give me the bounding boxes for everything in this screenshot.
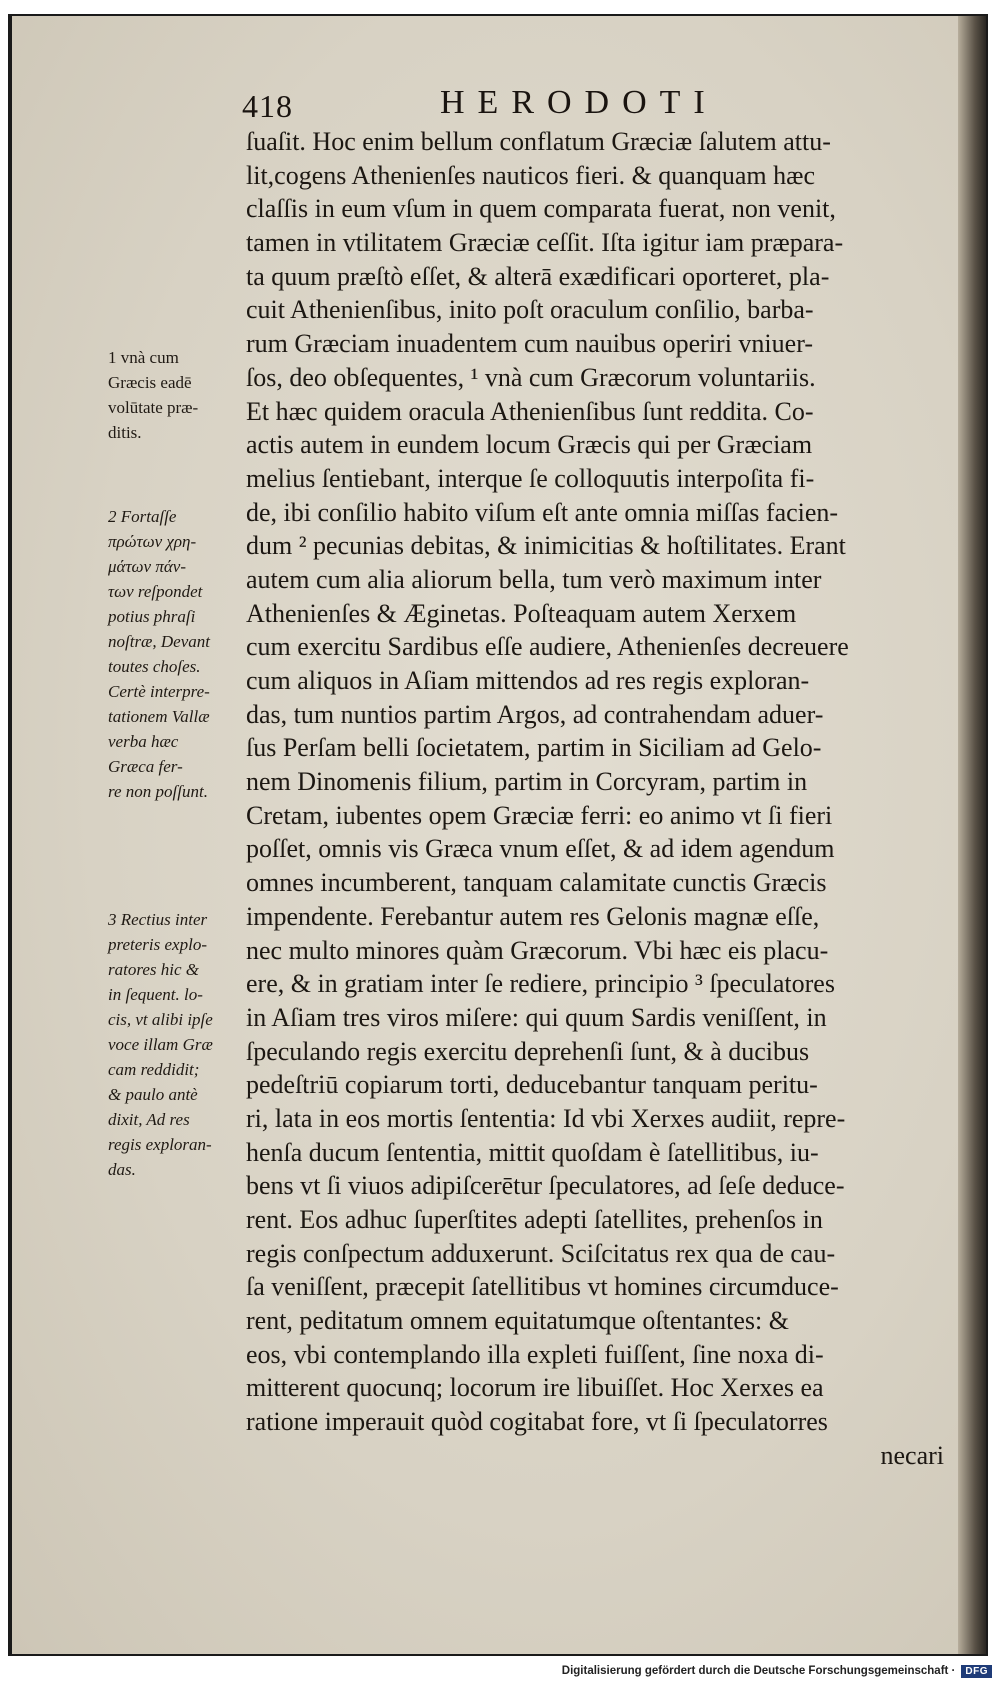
margin-note-line: noſtræ, Devant: [108, 632, 210, 651]
margin-note-3: [108, 907, 248, 1182]
text-line: bens vt ſi viuos adipiſcerētur ſpeculatores, ad ſeſe deduce-: [246, 1171, 845, 1201]
text-line: poſſet, omnis vis Græca vnum eſſet, & ad idem agendum: [246, 834, 835, 864]
margin-note-line: preteris explo-: [108, 935, 207, 954]
footer-credit-text: Digitalisierung gefördert durch die Deutsche Forschungsgemeinschaft ·: [561, 1665, 956, 1677]
margin-note-line: verba hæc: [108, 732, 179, 751]
text-line: dum ² pecunias debitas, & inimicitias & hoſtilitates. Erant: [246, 531, 846, 561]
margin-note-line: cis, vt alibi ipſe: [108, 1010, 213, 1029]
text-line: Et hæc quidem oracula Athenienſibus ſunt reddita. Co-: [246, 396, 814, 426]
margin-note-line: re non poſſunt.: [108, 782, 208, 801]
margin-note-1: [108, 345, 248, 445]
margin-note-line: volūtate præ-: [108, 398, 199, 417]
text-line: ratione imperauit quòd cogitabat fore, vt ſi ſpeculatorres: [246, 1407, 828, 1437]
text-line: Cretam, iubentes opem Græciæ ferri: eo animo vt ſi fieri: [246, 800, 833, 830]
margin-note-line: Græcis eadē: [108, 373, 192, 392]
text-line: nec multo minores quàm Græcorum. Vbi hæc eis placu-: [246, 935, 829, 965]
catchword: necari: [880, 1440, 944, 1470]
text-line: cum exercitu Sardibus eſſe audiere, Athenienſes decreuere: [246, 632, 849, 662]
text-line: eos, vbi contemplando illa expleti fuiſſent, ſine noxa di-: [246, 1339, 824, 1369]
running-head: HERODOTI: [440, 84, 718, 121]
text-line: henſa ducum ſententia, mittit quoſdam è ſatellitibus, iu-: [246, 1137, 819, 1167]
text-line: ſpeculando regis exercitu deprehenſi ſunt, & à ducibus: [246, 1036, 810, 1066]
main-text-block: [246, 125, 946, 1473]
text-line: autem cum alia aliorum bella, tum verò maximum inter: [246, 564, 822, 594]
margin-note-line: & paulo antè: [108, 1085, 198, 1104]
margin-note-line: tationem Vallæ: [108, 707, 210, 726]
text-line: cum aliquos in Aſiam mittendos ad res regis exploran-: [246, 666, 810, 695]
footer-credit-bar: [562, 1660, 992, 1682]
page-spine-shadow: [958, 16, 986, 1654]
margin-note-line: μάτων πάν-: [108, 557, 186, 576]
text-line: rent. Eos adhuc ſuperſtites adepti ſatellites, prehenſos in: [246, 1205, 823, 1234]
text-line: mitterent quocunq; locorum ire libuiſſet. Hoc Xerxes ea: [246, 1373, 824, 1403]
text-line: ta quum præſtò eſſet, & alterā exædificari oporteret, pla-: [246, 261, 830, 291]
margin-note-line: voce illam Græ: [108, 1035, 213, 1054]
margin-note-line: das.: [108, 1160, 136, 1179]
margin-note-line: toutes choſes.: [108, 657, 201, 676]
text-line: regis conſpectum adduxerunt. Sciſcitatus rex qua de cau-: [246, 1238, 836, 1268]
margin-note-line: ratores hic &: [108, 960, 199, 979]
margin-note-2: [108, 504, 248, 804]
margin-note-line: dixit, Ad res: [108, 1110, 190, 1129]
text-line: de, ibi conſilio habito viſum eſt ante omnia miſſas facien-: [246, 497, 839, 527]
text-line: rum Græciam inuadentem cum nauibus operiri vniuer-: [246, 329, 813, 359]
text-line: nem Dinomenis filium, partim in Corcyram, partim in: [246, 767, 808, 797]
margin-note-line: των reſpondet: [108, 582, 203, 601]
text-line: ſus Perſam belli ſocietatem, partim in Siciliam ad Gelo-: [246, 733, 822, 763]
text-line: cuit Athenienſibus, inito poſt oraculum conſilio, barba-: [246, 295, 814, 325]
text-line: claſſis in eum vſum in quem comparata fuerat, non venit,: [246, 194, 836, 224]
margin-note-line: 3 Rectius inter: [108, 910, 208, 929]
page-number: 418: [242, 88, 293, 124]
text-line: lit,cogens Athenienſes nauticos fieri. & quanquam hæc: [246, 160, 815, 190]
text-line: rent, peditatum omnem equitatumque oſtentantes: &: [246, 1306, 789, 1336]
margin-note-line: cam reddidit;: [108, 1060, 200, 1079]
margin-note-line: in ſequent. lo-: [108, 985, 203, 1004]
text-line: ſuaſit. Hoc enim bellum conflatum Græciæ ſalutem attu-: [246, 127, 831, 156]
margin-note-line: πρώτων χρη-: [108, 532, 197, 551]
margin-note-line: potius phraſi: [108, 607, 196, 626]
text-line: melius ſentiebant, interque ſe colloquutis interpoſita fi-: [246, 463, 815, 493]
text-line: ſos, deo obſequentes, ¹ vnà cum Græcorum voluntariis.: [246, 362, 816, 392]
text-line: tamen in vtilitatem Græciæ ceſſit. Iſta igitur iam præpara-: [246, 228, 844, 258]
text-line: impendente. Ferebantur autem res Gelonis magnæ eſſe,: [246, 901, 820, 931]
margin-note-line: Græca fer-: [108, 757, 183, 776]
text-line: Athenienſes & Æginetas. Poſteaquam autem Xerxem: [246, 598, 797, 628]
text-line: actis autem in eundem locum Græcis qui per Græciam: [246, 430, 813, 460]
margin-note-line: 2 Fortaſſe: [108, 507, 177, 526]
margin-note-line: ditis.: [108, 423, 142, 442]
text-line: in Aſiam tres viros miſere: qui quum Sardis veniſſent, in: [246, 1002, 827, 1032]
text-line: pedeſtriū copiarum torti, deducebantur tanquam peritu-: [246, 1070, 818, 1100]
dfg-logo: DFG: [961, 1665, 992, 1678]
margin-note-line: regis exploran-: [108, 1135, 212, 1154]
text-line: omnes incumberent, tanquam calamitate cunctis Græcis: [246, 868, 827, 898]
text-line: ri, lata in eos mortis ſententia: Id vbi Xerxes audiit, repre-: [246, 1103, 846, 1133]
text-line: das, tum nuntios partim Argos, ad contrahendam aduer-: [246, 699, 824, 729]
text-line: ſa veniſſent, præcepit ſatellitibus vt homines circumduce-: [246, 1272, 839, 1302]
margin-note-line: 1 vnà cum: [108, 348, 179, 367]
margin-note-line: Certè interpre-: [108, 682, 210, 701]
text-line: ere, & in gratiam inter ſe rediere, principio ³ ſpeculatores: [246, 969, 835, 999]
